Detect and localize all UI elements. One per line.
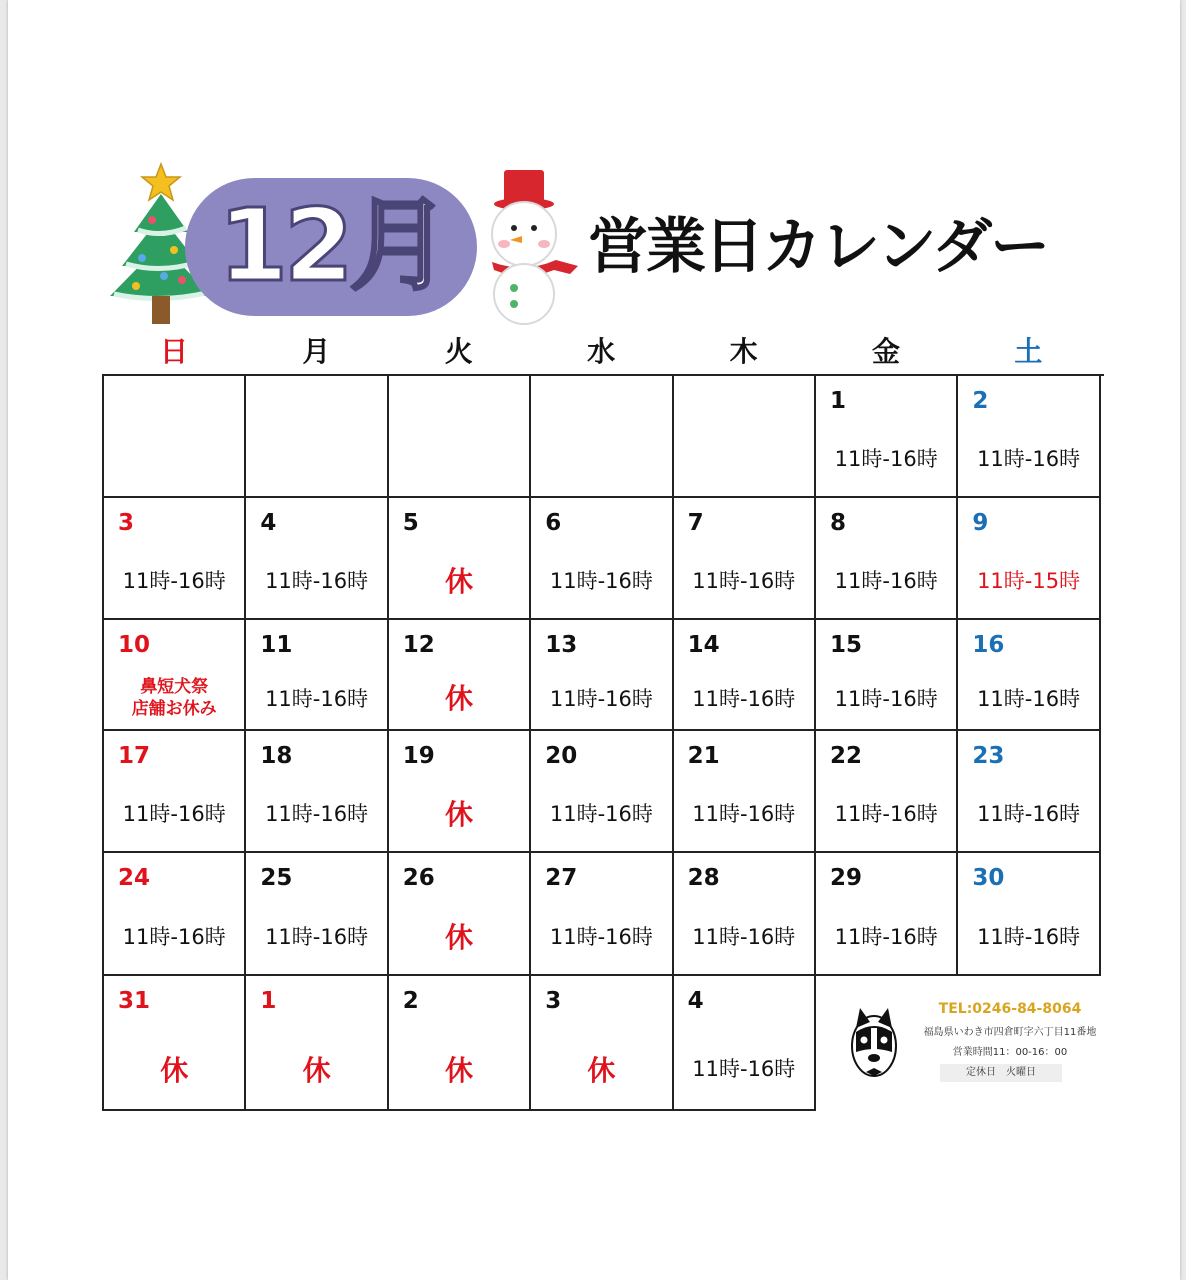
weekday-label: 月	[302, 335, 331, 368]
business-hours: 11時-16時	[692, 1057, 796, 1081]
calendar-day-cell	[531, 620, 673, 731]
calendar-day-cell	[531, 853, 673, 976]
business-hours: 11時-16時	[549, 802, 653, 827]
calendar-day-cell	[389, 853, 531, 976]
calendar-day-cell	[104, 853, 246, 976]
day-number: 4	[260, 510, 277, 536]
day-number: 28	[687, 865, 720, 891]
business-hours: 11時-16時	[834, 687, 938, 711]
snowman-icon	[466, 164, 584, 328]
day-number: 8	[830, 510, 847, 536]
day-number: 2	[402, 988, 419, 1014]
calendar-day-cell	[389, 731, 531, 853]
shop-info-card	[820, 978, 1102, 1109]
business-hours: 11時-16時	[265, 687, 369, 711]
business-hours: 11時-16時	[692, 569, 796, 594]
weekday-label: 木	[729, 335, 758, 368]
day-number: 27	[545, 865, 578, 891]
business-hours: 11時-16時	[977, 802, 1081, 827]
business-hours: 11時-16時	[977, 447, 1081, 472]
closed-mark: 休	[587, 1054, 616, 1087]
calendar-day-cell	[958, 498, 1100, 620]
day-number: 20	[545, 743, 578, 769]
weekday-label: 日	[159, 335, 188, 368]
calendar-day-cell	[958, 853, 1100, 976]
calendar-day-cell	[389, 498, 531, 620]
calendar-header	[0, 0, 1186, 340]
calendar-day-cell	[246, 498, 388, 620]
business-hours: 11時-16時	[122, 569, 226, 594]
day-number: 13	[545, 632, 578, 658]
event-note-line: 店舗お休み	[131, 699, 217, 719]
calendar-day-cell	[389, 376, 531, 498]
closed-mark: 休	[444, 565, 473, 599]
calendar-day-cell	[246, 976, 388, 1111]
calendar-day-cell	[674, 376, 816, 498]
business-hours: 11時-16時	[265, 802, 369, 827]
calendar-day-cell	[246, 731, 388, 853]
day-number: 21	[687, 743, 720, 769]
calendar-day-cell	[389, 620, 531, 731]
weekday-label: 金	[871, 335, 900, 368]
business-hours: 11時-16時	[265, 924, 369, 949]
day-number: 1	[260, 988, 277, 1014]
weekday-label: 火	[444, 335, 473, 368]
day-number: 19	[402, 743, 435, 769]
day-number: 31	[118, 988, 151, 1014]
business-hours: 11時-16時	[834, 447, 938, 472]
calendar-day-cell	[104, 376, 246, 498]
calendar-day-cell	[816, 498, 958, 620]
day-number: 23	[972, 743, 1005, 769]
page-title: 営業日カレンダー	[588, 212, 1049, 282]
day-number: 29	[830, 865, 863, 891]
calendar-day-cell	[531, 976, 673, 1111]
shop-business-hours: 営業時間11：00-16：00	[952, 1047, 1068, 1058]
day-number: 17	[118, 743, 151, 769]
day-number: 14	[687, 632, 720, 658]
calendar-day-cell	[246, 620, 388, 731]
boston-terrier-icon	[848, 1006, 900, 1080]
calendar-day-cell	[816, 620, 958, 731]
business-hours: 11時-16時	[549, 687, 653, 711]
weekday-label: 水	[587, 335, 616, 368]
calendar-day-cell	[674, 731, 816, 853]
calendar-day-cell	[816, 853, 958, 976]
calendar-day-cell	[104, 498, 246, 620]
day-number: 24	[118, 865, 151, 891]
day-number: 7	[687, 510, 704, 536]
calendar-day-cell	[389, 976, 531, 1111]
calendar-day-cell	[246, 376, 388, 498]
closed-mark: 休	[444, 682, 473, 715]
day-number: 22	[830, 743, 863, 769]
event-note	[104, 676, 244, 720]
calendar-day-cell	[104, 731, 246, 853]
event-note-line: 鼻短犬祭	[140, 677, 209, 697]
day-number: 5	[402, 510, 419, 536]
day-number: 16	[972, 632, 1005, 658]
business-hours: 11時-16時	[122, 924, 226, 949]
calendar-day-cell	[531, 376, 673, 498]
day-number: 3	[118, 510, 135, 536]
day-number: 9	[972, 510, 989, 536]
shop-regular-holiday: 定休日 火曜日	[940, 1064, 1062, 1082]
business-hours: 11時-16時	[692, 802, 796, 827]
day-number: 18	[260, 743, 293, 769]
calendar-day-cell	[958, 376, 1100, 498]
business-hours: 11時-16時	[549, 569, 653, 594]
day-number: 26	[402, 865, 435, 891]
calendar-day-cell	[674, 853, 816, 976]
calendar-day-cell	[674, 976, 816, 1111]
calendar-day-cell	[674, 620, 816, 731]
business-hours: 11時-16時	[265, 569, 369, 594]
calendar-day-cell	[816, 376, 958, 498]
calendar-day-cell	[816, 731, 958, 853]
calendar-day-cell	[531, 731, 673, 853]
closed-mark: 休	[444, 1054, 473, 1087]
calendar-day-cell	[674, 498, 816, 620]
business-hours: 11時-16時	[977, 924, 1081, 949]
day-number: 10	[118, 632, 151, 658]
day-number: 12	[402, 632, 435, 658]
day-number: 6	[545, 510, 562, 536]
day-number: 11	[260, 632, 293, 658]
calendar-day-cell	[104, 620, 246, 731]
day-number: 15	[830, 632, 863, 658]
business-hours: 11時-16時	[834, 924, 938, 949]
closed-mark: 休	[160, 1054, 189, 1087]
calendar-day-cell	[531, 498, 673, 620]
closed-mark: 休	[444, 920, 473, 954]
business-hours: 11時-16時	[834, 802, 938, 827]
shop-tel: TEL:0246-84-8064	[938, 1001, 1082, 1017]
business-hours: 11時-16時	[692, 924, 796, 949]
business-hours: 11時-15時	[977, 569, 1081, 594]
business-hours: 11時-16時	[122, 802, 226, 827]
weekday-label: 土	[1014, 335, 1043, 368]
weekday-header-row	[103, 332, 1103, 372]
calendar-day-cell	[246, 853, 388, 976]
calendar-day-cell	[958, 620, 1100, 731]
day-number: 4	[687, 988, 704, 1014]
month-label: 12月	[218, 187, 446, 304]
day-number: 3	[545, 988, 562, 1014]
closed-mark: 休	[444, 798, 473, 832]
shop-address: 福島県いわき市四倉町字六丁目11番地	[923, 1027, 1097, 1038]
day-number: 30	[972, 865, 1005, 891]
business-hours: 11時-16時	[549, 924, 653, 949]
calendar-day-cell	[958, 731, 1100, 853]
business-hours: 11時-16時	[977, 687, 1081, 711]
business-hours: 11時-16時	[834, 569, 938, 594]
day-number: 2	[972, 388, 989, 414]
business-hours: 11時-16時	[692, 687, 796, 711]
closed-mark: 休	[302, 1054, 331, 1087]
calendar-day-cell	[104, 976, 246, 1111]
day-number: 1	[830, 388, 847, 414]
day-number: 25	[260, 865, 293, 891]
